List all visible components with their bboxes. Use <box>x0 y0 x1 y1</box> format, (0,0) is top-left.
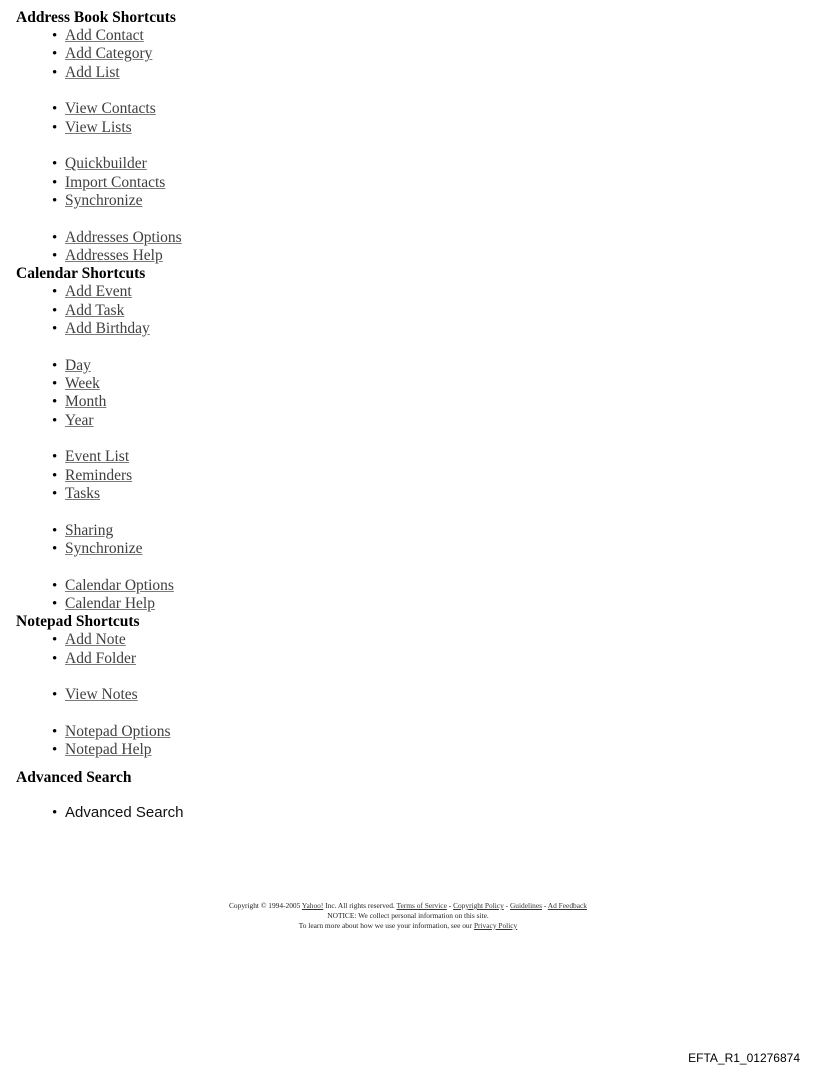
advanced-search-item: Advanced Search <box>65 803 184 821</box>
footer-notice: NOTICE: We collect personal information on this site. <box>327 910 489 920</box>
shortcut-group <box>16 100 796 137</box>
shortcut-group <box>16 283 796 338</box>
link-add-note[interactable]: Add Note <box>65 631 126 649</box>
link-day[interactable]: Day <box>65 356 91 374</box>
learn-more-text: To learn more about how we use your information, see our <box>298 920 473 930</box>
link-synchronize[interactable]: Synchronize <box>65 192 143 209</box>
link-add-list[interactable]: Add List <box>65 63 120 81</box>
bullet-icon: • <box>52 156 58 173</box>
bullet-icon: • <box>52 284 58 301</box>
link-year[interactable]: Year <box>65 411 94 429</box>
link-add-contact[interactable]: Add Contact <box>65 27 144 44</box>
list-item <box>52 356 796 375</box>
separator: - <box>543 901 547 910</box>
link-view-notes[interactable]: View Notes <box>65 686 138 704</box>
section-title-notepad-shortcuts: Notepad Shortcuts <box>16 613 140 631</box>
list-item <box>52 246 796 265</box>
document-id: EFTA_R1_01276874 <box>688 1051 800 1065</box>
link-add-category[interactable]: Add Category <box>65 45 153 63</box>
bullet-icon: • <box>52 174 58 191</box>
link-calendar-help[interactable]: Calendar Help <box>65 594 155 612</box>
footer-privacy-line <box>0 921 816 931</box>
list-item <box>52 301 796 320</box>
list-item <box>52 63 796 82</box>
list-item <box>52 576 796 595</box>
bullet-icon: • <box>52 541 58 557</box>
list-item <box>52 375 796 393</box>
bullet-icon: • <box>52 412 58 429</box>
list-item <box>52 283 796 301</box>
shortcut-group <box>16 631 796 668</box>
advanced-search-group <box>16 804 796 822</box>
link-view-contacts[interactable]: View Contacts <box>65 100 156 118</box>
link-tasks[interactable]: Tasks <box>65 485 101 503</box>
bullet-icon: • <box>52 28 58 44</box>
separator: - <box>505 901 509 910</box>
link-notepad-help[interactable]: Notepad Help <box>65 741 152 759</box>
list-item <box>52 631 796 649</box>
shortcut-group <box>16 357 796 430</box>
bullet-icon: • <box>52 650 58 667</box>
ad-feedback-link[interactable]: Ad Feedback <box>547 901 587 910</box>
link-add-folder[interactable]: Add Folder <box>65 649 137 667</box>
footer-copyright-line <box>0 901 816 911</box>
copyright-policy-link[interactable]: Copyright Policy <box>453 901 504 910</box>
bullet-icon: • <box>52 742 58 759</box>
bullet-icon: • <box>52 804 58 821</box>
link-month[interactable]: Month <box>65 393 107 411</box>
link-reminders[interactable]: Reminders <box>65 466 133 484</box>
list-item <box>52 27 796 45</box>
list-item <box>52 118 796 137</box>
shortcut-group <box>16 229 796 266</box>
list-item <box>52 173 796 192</box>
list-item <box>52 448 796 466</box>
bullet-icon: • <box>52 302 58 319</box>
list-item <box>52 466 796 485</box>
yahoo-link[interactable]: Yahoo! <box>301 901 324 910</box>
footer <box>0 901 816 930</box>
bullet-icon: • <box>52 632 58 649</box>
bullet-icon: • <box>52 577 58 594</box>
list-item <box>52 228 796 247</box>
list-item <box>52 649 796 668</box>
bullet-icon: • <box>52 687 58 704</box>
link-quickbuilder[interactable]: Quickbuilder <box>65 155 147 173</box>
shortcut-group <box>16 155 796 210</box>
bullet-icon: • <box>52 101 58 118</box>
bullet-icon: • <box>52 467 58 484</box>
privacy-policy-link[interactable]: Privacy Policy <box>473 920 518 930</box>
link-add-task[interactable]: Add Task <box>65 301 125 319</box>
guidelines-link[interactable]: Guidelines <box>509 901 542 910</box>
rights-text: Inc. All rights reserved. <box>325 901 395 910</box>
shortcut-group <box>16 522 796 559</box>
link-add-birthday[interactable]: Add Birthday <box>65 320 150 338</box>
list-item <box>52 540 796 558</box>
link-view-lists[interactable]: View Lists <box>65 118 132 136</box>
bullet-icon: • <box>52 229 58 246</box>
list-item <box>52 686 796 704</box>
shortcut-group <box>16 686 796 704</box>
link-notepad-options[interactable]: Notepad Options <box>65 722 171 740</box>
link-import-contacts[interactable]: Import Contacts <box>65 173 166 191</box>
list-item <box>52 594 796 613</box>
bullet-icon: • <box>52 247 58 264</box>
bullet-icon: • <box>52 522 58 539</box>
list-item <box>52 100 796 118</box>
bullet-icon: • <box>52 394 58 411</box>
section-title-address-book-shortcuts: Address Book Shortcuts <box>16 9 176 26</box>
copyright-text: Copyright © 1994-2005 <box>229 901 301 910</box>
bullet-icon: • <box>52 64 58 81</box>
list-item <box>52 485 796 503</box>
shortcut-group <box>16 27 796 82</box>
bullet-icon: • <box>52 486 58 503</box>
bullet-icon: • <box>52 321 58 338</box>
bullet-icon: • <box>52 357 58 374</box>
bullet-icon: • <box>52 46 58 63</box>
separator: - <box>448 901 452 910</box>
list-item <box>52 803 796 822</box>
list-item <box>52 722 796 741</box>
bullet-icon: • <box>52 119 58 136</box>
terms-link[interactable]: Terms of Service <box>396 901 447 910</box>
link-event-list[interactable]: Event List <box>65 448 130 466</box>
list-item <box>52 521 796 540</box>
list-item <box>52 45 796 63</box>
link-addresses-options[interactable]: Addresses Options <box>65 228 182 246</box>
shortcut-group <box>16 577 796 614</box>
link-synchronize[interactable]: Synchronize <box>65 540 143 557</box>
section-title-advanced-search: Advanced Search <box>16 768 132 786</box>
list-item <box>52 155 796 173</box>
list-item <box>52 320 796 338</box>
link-addresses-help[interactable]: Addresses Help <box>65 246 163 264</box>
bullet-icon: • <box>52 193 58 209</box>
list-item <box>52 741 796 759</box>
shortcut-group <box>16 448 796 503</box>
link-add-event[interactable]: Add Event <box>65 283 132 301</box>
section-title-calendar-shortcuts: Calendar Shortcuts <box>16 265 146 283</box>
list-item <box>52 192 796 210</box>
list-item <box>52 411 796 430</box>
link-calendar-options[interactable]: Calendar Options <box>65 576 174 594</box>
bullet-icon: • <box>52 723 58 740</box>
bullet-icon: • <box>52 449 58 466</box>
bullet-icon: • <box>52 595 58 612</box>
shortcuts-container <box>16 9 796 822</box>
list-item <box>52 393 796 411</box>
shortcut-group <box>16 723 796 760</box>
link-week[interactable]: Week <box>65 375 100 392</box>
bullet-icon: • <box>52 376 58 392</box>
link-sharing[interactable]: Sharing <box>65 521 114 539</box>
